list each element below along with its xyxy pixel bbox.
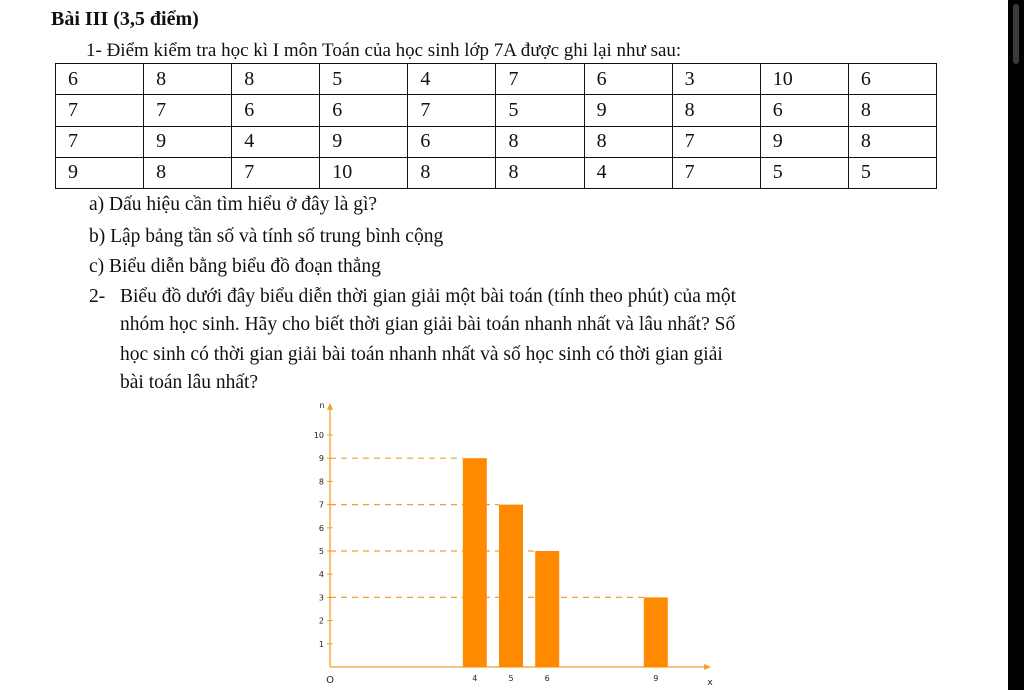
part2-line-3: học sinh có thời gian giải bài toán nhanh nhất và số học sinh có thời gian giải: [120, 344, 723, 365]
table-cell: 7: [56, 126, 144, 157]
y-axis-label: n: [319, 400, 325, 410]
y-tick-label: 6: [318, 523, 324, 533]
table-cell: 7: [56, 95, 144, 126]
x-tick-label: 4: [472, 674, 478, 683]
exercise-title: Bài III (3,5 điểm): [51, 8, 199, 30]
table-cell: 4: [584, 157, 672, 188]
table-cell: 4: [232, 126, 320, 157]
x-tick-label: 9: [653, 674, 659, 683]
table-cell: 6: [848, 64, 936, 95]
scrollbar-thumb[interactable]: [1013, 4, 1019, 64]
table-cell: 10: [760, 64, 848, 95]
y-tick-label: 10: [313, 431, 324, 440]
table-cell: 10: [320, 157, 408, 188]
question-a: a) Dấu hiệu cần tìm hiểu ở đây là gì?: [89, 194, 378, 215]
table-cell: 8: [672, 95, 760, 126]
table-cell: 6: [320, 95, 408, 126]
bar: [535, 551, 559, 667]
table-cell: 9: [56, 157, 144, 188]
y-tick-label: 3: [318, 593, 324, 603]
table-cell: 7: [672, 126, 760, 157]
table-cell: 6: [56, 64, 144, 95]
y-axis-arrow: [327, 403, 333, 410]
table-cell: 5: [320, 64, 408, 95]
part1-intro: 1- Điểm kiểm tra học kì I môn Toán của học sinh lớp 7A được ghi lại như sau:: [86, 40, 682, 61]
table-cell: 6: [408, 126, 496, 157]
y-tick-label: 4: [318, 570, 324, 580]
x-axis-arrow: [704, 664, 711, 670]
table-cell: 5: [496, 95, 584, 126]
x-tick-label: 6: [544, 674, 550, 683]
y-tick-label: 7: [318, 500, 324, 510]
table-cell: 8: [496, 126, 584, 157]
x-axis-label: x: [707, 678, 713, 688]
table-cell: 8: [584, 126, 672, 157]
x-tick-label: 5: [508, 674, 514, 683]
table-cell: 6: [584, 64, 672, 95]
table-cell: 9: [144, 126, 232, 157]
origin-label: O: [326, 675, 334, 686]
bar: [463, 458, 487, 667]
bar: [499, 505, 523, 667]
vertical-scrollbar[interactable]: [1008, 0, 1024, 690]
table-cell: 8: [848, 95, 936, 126]
table-cell: 7: [672, 157, 760, 188]
table-cell: 8: [496, 157, 584, 188]
y-tick-label: 1: [318, 639, 324, 649]
part2-line-1: Biểu đồ dưới đây biểu diễn thời gian giải một bài toán (tính theo phút) của một: [120, 286, 737, 307]
table-cell: 9: [320, 126, 408, 157]
table-cell: 7: [408, 95, 496, 126]
table-cell: 7: [144, 95, 232, 126]
question-b: b) Lập bảng tần số và tính số trung bình cộng: [89, 226, 444, 247]
y-tick-label: 8: [318, 477, 324, 487]
table-cell: 8: [144, 157, 232, 188]
table-cell: 8: [408, 157, 496, 188]
part2-number: 2-: [89, 286, 106, 307]
table-cell: 7: [496, 64, 584, 95]
question-c: c) Biểu diễn bằng biểu đồ đoạn thẳng: [89, 256, 381, 277]
table-cell: 6: [232, 95, 320, 126]
table-cell: 8: [848, 126, 936, 157]
table-cell: 5: [760, 157, 848, 188]
table-cell: 4: [408, 64, 496, 95]
part2-line-4: bài toán lâu nhất?: [120, 372, 259, 393]
table-cell: 5: [848, 157, 936, 188]
y-tick-label: 2: [318, 616, 324, 626]
table-cell: 7: [232, 157, 320, 188]
table-cell: 3: [672, 64, 760, 95]
table-cell: 9: [760, 126, 848, 157]
part2-line-2: nhóm học sinh. Hãy cho biết thời gian giải bài toán nhanh nhất và lâu nhất? Số: [120, 314, 736, 335]
bar: [644, 597, 668, 667]
y-tick-label: 5: [318, 547, 324, 556]
y-tick-label: 9: [318, 454, 324, 464]
table-cell: 6: [760, 95, 848, 126]
table-cell: 8: [232, 64, 320, 95]
table-cell: 9: [584, 95, 672, 126]
table-cell: 8: [144, 64, 232, 95]
